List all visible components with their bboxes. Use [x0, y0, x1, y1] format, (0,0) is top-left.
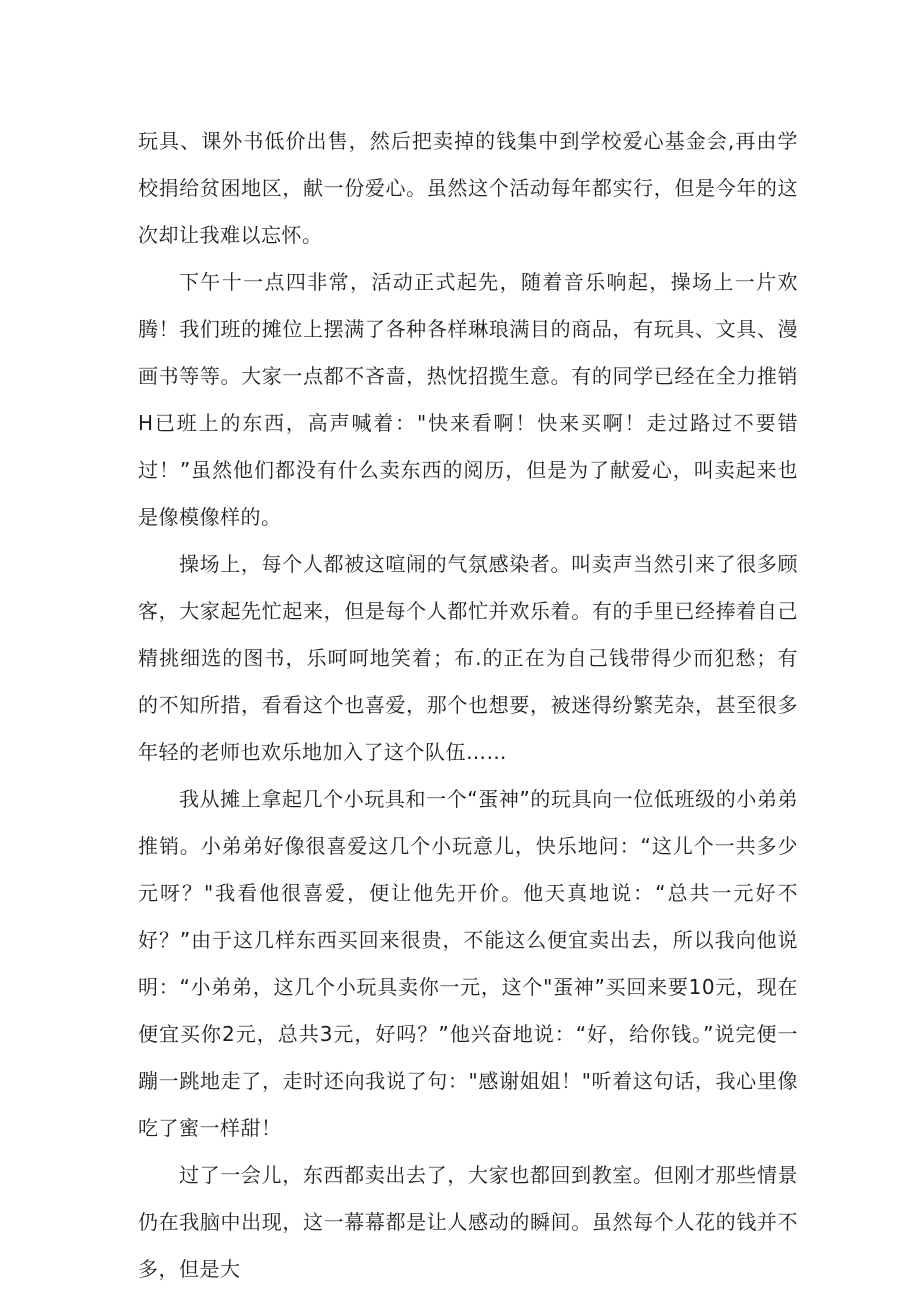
paragraph-2: 下午十一点四非常，活动正式起先，随着音乐响起，操场上一片欢腾！我们班的摊位上摆满了各种各样琳琅满目的商品，有玩具、文具、漫画书等等。大家一点都不吝啬，热忱招揽生意。有的同学已经在全力推销H已班上的东西，高声喊着："快来看啊！快来买啊！走过路过不要错过！”虽然他们都没有什么卖东西的阅历，但是为了献爱心，叫卖起来也是像模像样的。 [138, 270, 798, 529]
paragraph-5: 过了一会儿，东西都卖出去了，大家也都回到教室。但刚才那些情景仍在我脑中出现，这一幕幕都是让人感动的瞬间。虽然每个人花的钱并不多，但是大 [138, 1163, 798, 1281]
paragraph-3: 操场上，每个人都被这喧闹的气氛感染者。叫卖声当然引来了很多顾客，大家起先忙起来，但是每个人都忙并欢乐着。有的手里已经捧着自己精挑细选的图书，乐呵呵地笑着；布.的正在为自己钱带得少而犯愁；有的不知所措，看看这个也喜爱，那个也想要，被迷得纷繁芜杂，甚至很多年轻的老师也欢乐地加入了这个队伍…… [138, 552, 798, 764]
document-body [138, 118, 798, 1293]
paragraph-1: 玩具、课外书低价出售，然后把卖掉的钱集中到学校爱心基金会,再由学校捐给贫困地区，献一份爱心。虽然这个活动每年都实行，但是今年的这次却让我难以忘怀。 [138, 129, 798, 247]
paragraph-4: 我从摊上拿起几个小玩具和一个“蛋神”的玩具向一位低班级的小弟弟推销。小弟弟好像很喜爱这几个小玩意儿，快乐地问：“这儿个一共多少元呀？"我看他很喜爱，便让他先开价。他天真地说：“总共一元好不好？”由于这几样东西买回来很贵，不能这么便宜卖出去，所以我向他说明：“小弟弟，这几个小玩具卖你一元，这个"蛋神”买回来要10元，现在便宜买你2元，总共3元，好吗？”他兴奋地说：“好，给你钱。”说完便一蹦一跳地走了，走时还向我说了句："感谢姐姐！"听着这句话，我心里像吃了蜜一样甜！ [138, 787, 798, 1140]
